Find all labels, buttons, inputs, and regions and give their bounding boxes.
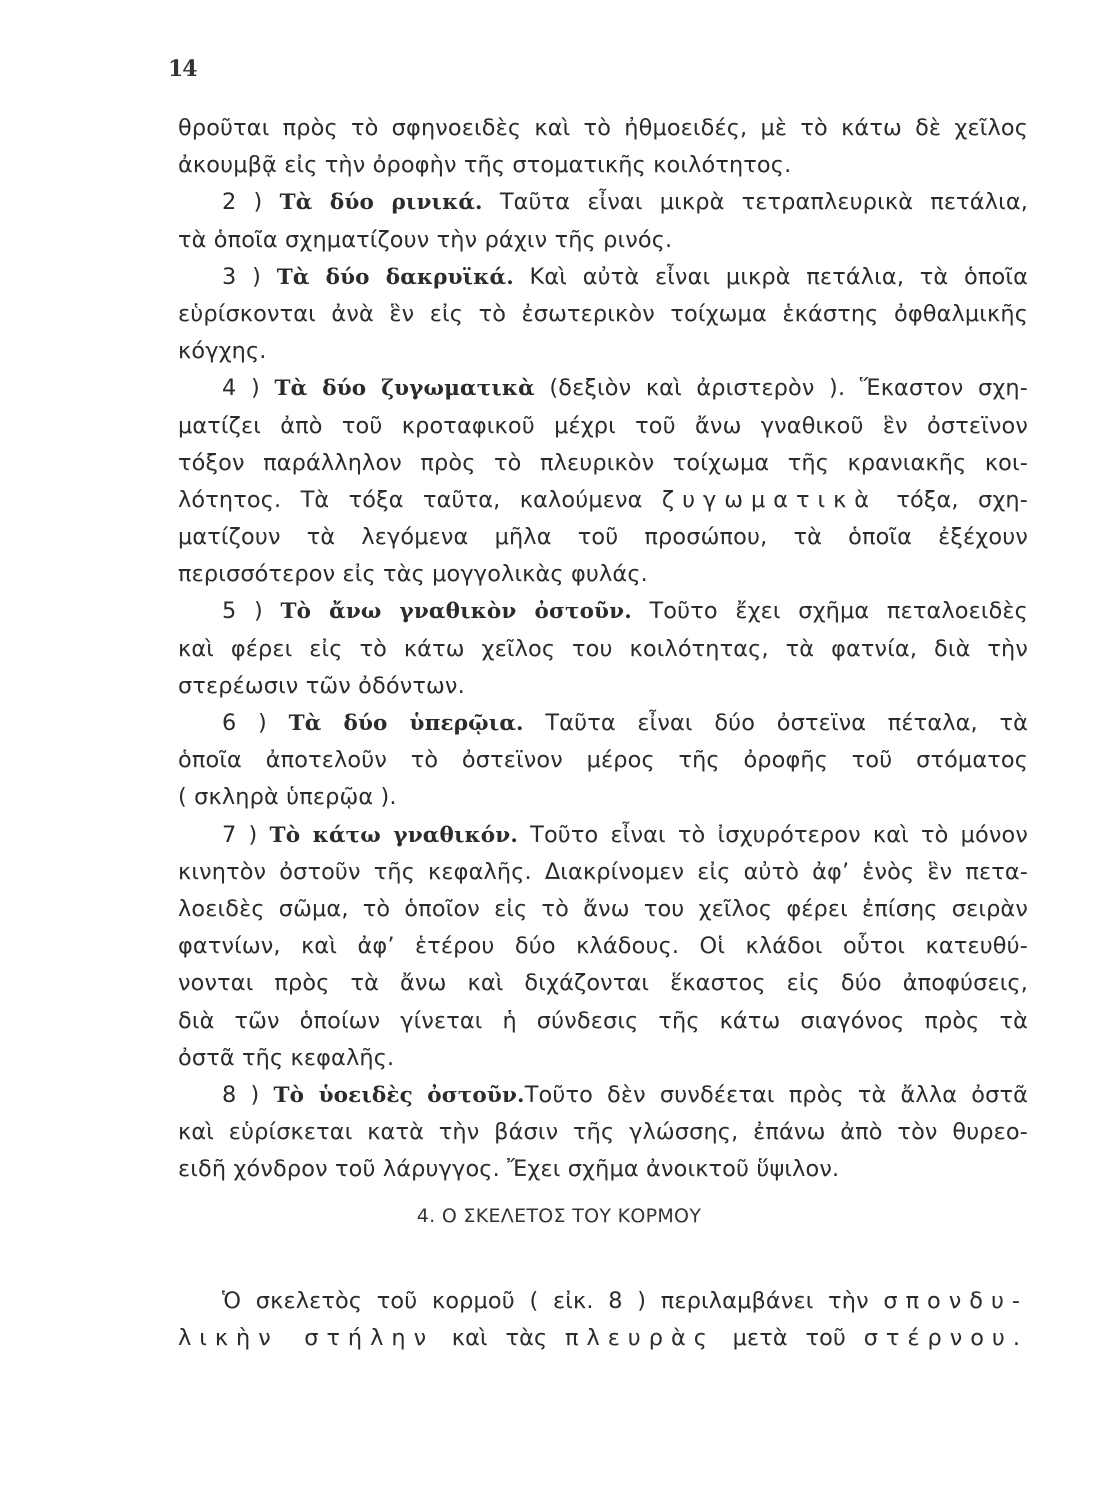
text-span: Ταῦτα εἶναι δύο ὀστεϊνα πέταλα, τὰ (523, 710, 1028, 736)
text-span: κόγχης. (178, 338, 267, 365)
spaced-term: σπονδυ- (883, 1288, 1028, 1314)
text-span: λοειδὲς σῶμα, τὸ ὁποῖον εἰς τὸ ἄνω του χεῖλος φέρει ἐπίσης σειρὰν (178, 895, 1028, 922)
text-line (178, 1040, 1028, 1077)
text-line (178, 184, 1028, 221)
text-line (178, 296, 1028, 333)
page-number: 14 (168, 56, 197, 82)
text-span: ὀστᾶ τῆς κεφαλῆς. (178, 1044, 395, 1071)
text-line (178, 1151, 1028, 1188)
text-line (178, 928, 1028, 965)
text-span: Τοῦτο ἔχει σχῆμα πεταλοειδὲς (631, 598, 1028, 625)
text-line (178, 1077, 1028, 1114)
text-span: Ταῦτα εἶναι μικρὰ τετραπλευρικὰ πετάλια, (482, 189, 1028, 216)
text-span: τὰ ὁποῖα σχηματίζουν τὴν ράχιν τῆς ρινός. (178, 226, 673, 253)
text-span: θροῦται πρὸς τὸ σφηνοειδὲς καὶ τὸ ἠθμοειδές, μὲ τὸ κάτω δὲ χεῖλος (178, 115, 1028, 141)
text-span: 5 ) (222, 598, 281, 625)
text-line (178, 333, 1028, 370)
bold-term: Τὸ ὑοειδὲς ὀστοῦν. (273, 1082, 525, 1108)
text-line (178, 222, 1028, 259)
text-line (178, 110, 1028, 147)
text-line (178, 705, 1028, 742)
text-line (178, 1003, 1028, 1040)
text-span: 4 ) (222, 375, 275, 402)
text-span: Ὁ σκελετὸς τοῦ κορμοῦ ( εἰκ. 8 ) περιλαμβάνει τὴν (222, 1288, 884, 1314)
text-span: καὶ εὑρίσκεται κατὰ τὴν βάσιν τῆς γλώσσης, ἐπάνω ἀπὸ τὸν θυρεο- (178, 1119, 1028, 1146)
text-span: νονται πρὸς τὰ ἄνω καὶ διχάζονται ἕκαστος εἰς δύο ἀποφύσεις, (178, 970, 1028, 997)
text-span: ματίζουν τὰ λεγόμενα μῆλα τοῦ προσώπου, τὰ ὁποῖα ἐξέχουν (178, 524, 1028, 551)
body-text (178, 110, 1028, 1188)
text-span: περισσότερον εἰς τὰς μογγολικὰς φυλάς. (178, 561, 648, 588)
text-line (178, 1320, 1028, 1357)
text-line (178, 854, 1028, 891)
text-line (178, 259, 1028, 296)
text-line (178, 519, 1028, 556)
text-span: Καὶ αὐτὰ εἶναι μικρὰ πετάλια, τὰ ὁποῖα (513, 263, 1028, 290)
bold-term: Τὸ ἄνω γναθικὸν ὀστοῦν. (280, 599, 632, 625)
text-line (178, 593, 1028, 630)
text-line (178, 482, 1028, 519)
text-span: φατνίων, καὶ ἀφ’ ἑτέρου δύο κλάδους. Οἱ κλάδοι οὗτοι κατευθύ- (178, 933, 1028, 960)
text-line (178, 445, 1028, 482)
section-heading: 4. Ο ΣΚΕΛΕΤΟΣ ΤΟΥ ΚΟΡΜΟΥ (416, 1205, 702, 1227)
text-span: Τοῦτο εἶναι τὸ ἰσχυρότερον καὶ τὸ μόνον (517, 821, 1028, 848)
text-line (178, 408, 1028, 445)
spaced-term: πλευρὰς (564, 1325, 715, 1352)
text-span: 8 ) (222, 1081, 274, 1108)
bold-term: Τὰ δύο ζυγωματικὰ (274, 376, 535, 402)
text-line (178, 1283, 1028, 1320)
text-span: ὁποῖα ἀποτελοῦν τὸ ὀστεϊνον μέρος τῆς ὀροφῆς τοῦ στόματος (178, 747, 1028, 774)
text-span: εὑρίσκονται ἀνὰ ἓν εἰς τὸ ἐσωτερικὸν τοίχωμα ἑκάστης ὀφθαλμικῆς (178, 300, 1028, 327)
text-span: καὶ φέρει εἰς τὸ κάτω χεῖλος του κοιλότητας, τὰ φατνία, διὰ τὴν (178, 635, 1028, 662)
bold-term: Τὰ δύο δακρυϊκά. (276, 264, 514, 290)
text-span: ειδῆ χόνδρον τοῦ λάρυγγος. Ἔχει σχῆμα ἀνοικτοῦ ὕψιλον. (178, 1156, 840, 1183)
text-span: 3 ) (222, 263, 277, 290)
text-span: 2 ) (222, 189, 280, 216)
text-span: ματίζει ἀπὸ τοῦ κροταφικοῦ μέχρι τοῦ ἄνω γναθικοῦ ἓν ὀστεϊνον (178, 412, 1028, 439)
text-span: ( σκληρὰ ὑπερῷα ). (178, 784, 397, 811)
text-line (178, 631, 1028, 668)
text-line (178, 556, 1028, 593)
spaced-term: λικὴν στήλην (178, 1325, 435, 1352)
text-span: λότητος. Τὰ τόξα ταῦτα, καλούμενα (178, 486, 662, 513)
text-span: τόξα, σχη- (877, 486, 1028, 513)
text-line (178, 147, 1028, 184)
text-span: στερέωσιν τῶν ὀδόντων. (178, 672, 465, 699)
text-span: Τοῦτο δὲν συνδέεται πρὸς τὰ ἄλλα ὀστᾶ (524, 1081, 1028, 1108)
text-line (178, 817, 1028, 854)
text-span: 6 ) (222, 710, 289, 736)
section-body-text (178, 1283, 1028, 1357)
text-line (178, 965, 1028, 1002)
bold-term: Τὰ δύο ρινικά. (279, 190, 483, 216)
text-span: μετὰ τοῦ (714, 1325, 864, 1352)
text-line (178, 668, 1028, 705)
text-span: καὶ τὰς (434, 1325, 565, 1352)
text-line (178, 891, 1028, 928)
text-span: κινητὸν ὀστοῦν τῆς κεφαλῆς. Διακρίνομεν εἰς αὐτὸ ἀφ’ ἑνὸς ἓν πετα- (178, 858, 1028, 885)
bold-term: Τὸ κάτω γναθικόν. (269, 822, 518, 848)
text-span: διὰ τῶν ὁποίων γίνεται ἡ σύνδεσις τῆς κάτω σιαγόνος πρὸς τὰ (178, 1007, 1028, 1034)
text-span: τόξον παράλληλον πρὸς τὸ πλευρικὸν τοίχωμα τῆς κρανιακῆς κοι- (178, 449, 1028, 476)
text-line (178, 1114, 1028, 1151)
text-line (178, 370, 1028, 407)
text-line (178, 742, 1028, 779)
text-span: ἀκουμβᾷ εἰς τὴν ὀροφὴν τῆς στοματικῆς κοιλότητος. (178, 152, 792, 179)
spaced-term: στέρνου. (863, 1325, 1028, 1352)
text-span: 7 ) (222, 821, 270, 848)
bold-term: Τὰ δύο ὑπερῷια. (288, 711, 524, 736)
text-span: (δεξιὸν καὶ ἀριστερὸν ). Ἕκαστον σχη- (534, 375, 1028, 402)
spaced-term: ζυγωματικὰ (661, 486, 878, 513)
text-line (178, 779, 1028, 816)
